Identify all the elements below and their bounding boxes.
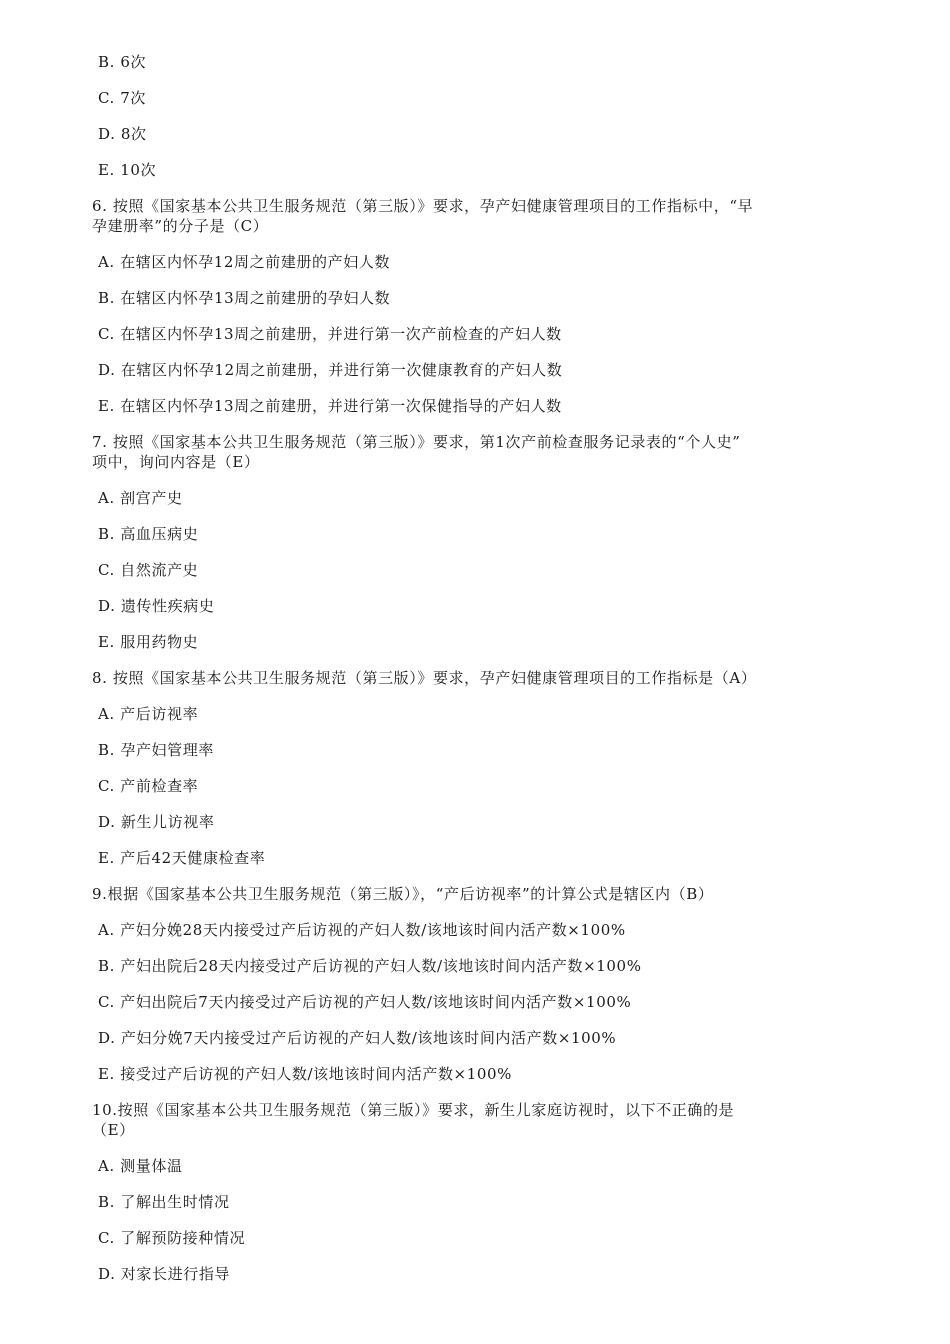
question-8-line: 8. 按照《国家基本公共卫生服务规范（第三版）》要求，孕产妇健康管理项目的工作指标是（A） bbox=[92, 669, 757, 687]
option-line: C. 了解预防接种情况 bbox=[98, 1229, 246, 1247]
question-6-line-1: 6. 按照《国家基本公共卫生服务规范（第三版）》要求，孕产妇健康管理项目的工作指标中，“早 bbox=[92, 197, 754, 215]
option-line: C. 7次 bbox=[98, 89, 147, 107]
option-line: E. 在辖区内怀孕13周之前建册，并进行第一次保健指导的产妇人数 bbox=[98, 397, 562, 415]
option-line: E. 接受过产后访视的产妇人数/该地该时间内活产数×100% bbox=[98, 1065, 512, 1083]
option-line: B. 6次 bbox=[98, 53, 147, 71]
option-line: C. 自然流产史 bbox=[98, 561, 199, 579]
option-line: B. 产妇出院后28天内接受过产后访视的产妇人数/该地该时间内活产数×100% bbox=[98, 957, 642, 975]
question-7-line-2: 项中，询问内容是（E） bbox=[92, 453, 260, 471]
option-line: D. 在辖区内怀孕12周之前建册，并进行第一次健康教育的产妇人数 bbox=[98, 361, 563, 379]
option-line: B. 孕产妇管理率 bbox=[98, 741, 214, 759]
option-line: D. 8次 bbox=[98, 125, 147, 143]
question-10-line-2: （E） bbox=[92, 1121, 135, 1139]
question-7-line-1: 7. 按照《国家基本公共卫生服务规范（第三版）》要求，第1次产前检查服务记录表的“个人史” bbox=[92, 433, 741, 451]
option-line: B. 了解出生时情况 bbox=[98, 1193, 230, 1211]
option-line: D. 对家长进行指导 bbox=[98, 1265, 231, 1283]
option-line: D. 产妇分娩7天内接受过产后访视的产妇人数/该地该时间内活产数×100% bbox=[98, 1029, 617, 1047]
option-line: C. 产前检查率 bbox=[98, 777, 199, 795]
question-9-line: 9.根据《国家基本公共卫生服务规范（第三版）》，“产后访视率”的计算公式是辖区内（B） bbox=[92, 885, 714, 903]
option-line: A. 产妇分娩28天内接受过产后访视的产妇人数/该地该时间内活产数×100% bbox=[98, 921, 626, 939]
option-line: C. 在辖区内怀孕13周之前建册，并进行第一次产前检查的产妇人数 bbox=[98, 325, 562, 343]
option-line: A. 测量体温 bbox=[98, 1157, 183, 1175]
option-line: B. 在辖区内怀孕13周之前建册的孕妇人数 bbox=[98, 289, 391, 307]
option-line: C. 产妇出院后7天内接受过产后访视的产妇人数/该地该时间内活产数×100% bbox=[98, 993, 632, 1011]
option-line: A. 剖宫产史 bbox=[98, 489, 183, 507]
option-line: E. 10次 bbox=[98, 161, 157, 179]
option-line: D. 遗传性疾病史 bbox=[98, 597, 215, 615]
option-line: B. 高血压病史 bbox=[98, 525, 199, 543]
option-line: A. 产后访视率 bbox=[98, 705, 199, 723]
option-line: A. 在辖区内怀孕12周之前建册的产妇人数 bbox=[98, 253, 391, 271]
question-6-line-2: 孕建册率”的分子是（C） bbox=[92, 217, 269, 235]
option-line: D. 新生儿访视率 bbox=[98, 813, 215, 831]
option-line: E. 产后42天健康检查率 bbox=[98, 849, 266, 867]
option-line: E. 服用药物史 bbox=[98, 633, 199, 651]
question-10-line-1: 10.按照《国家基本公共卫生服务规范（第三版）》要求，新生儿家庭访视时，以下不正确的是 bbox=[92, 1101, 735, 1119]
